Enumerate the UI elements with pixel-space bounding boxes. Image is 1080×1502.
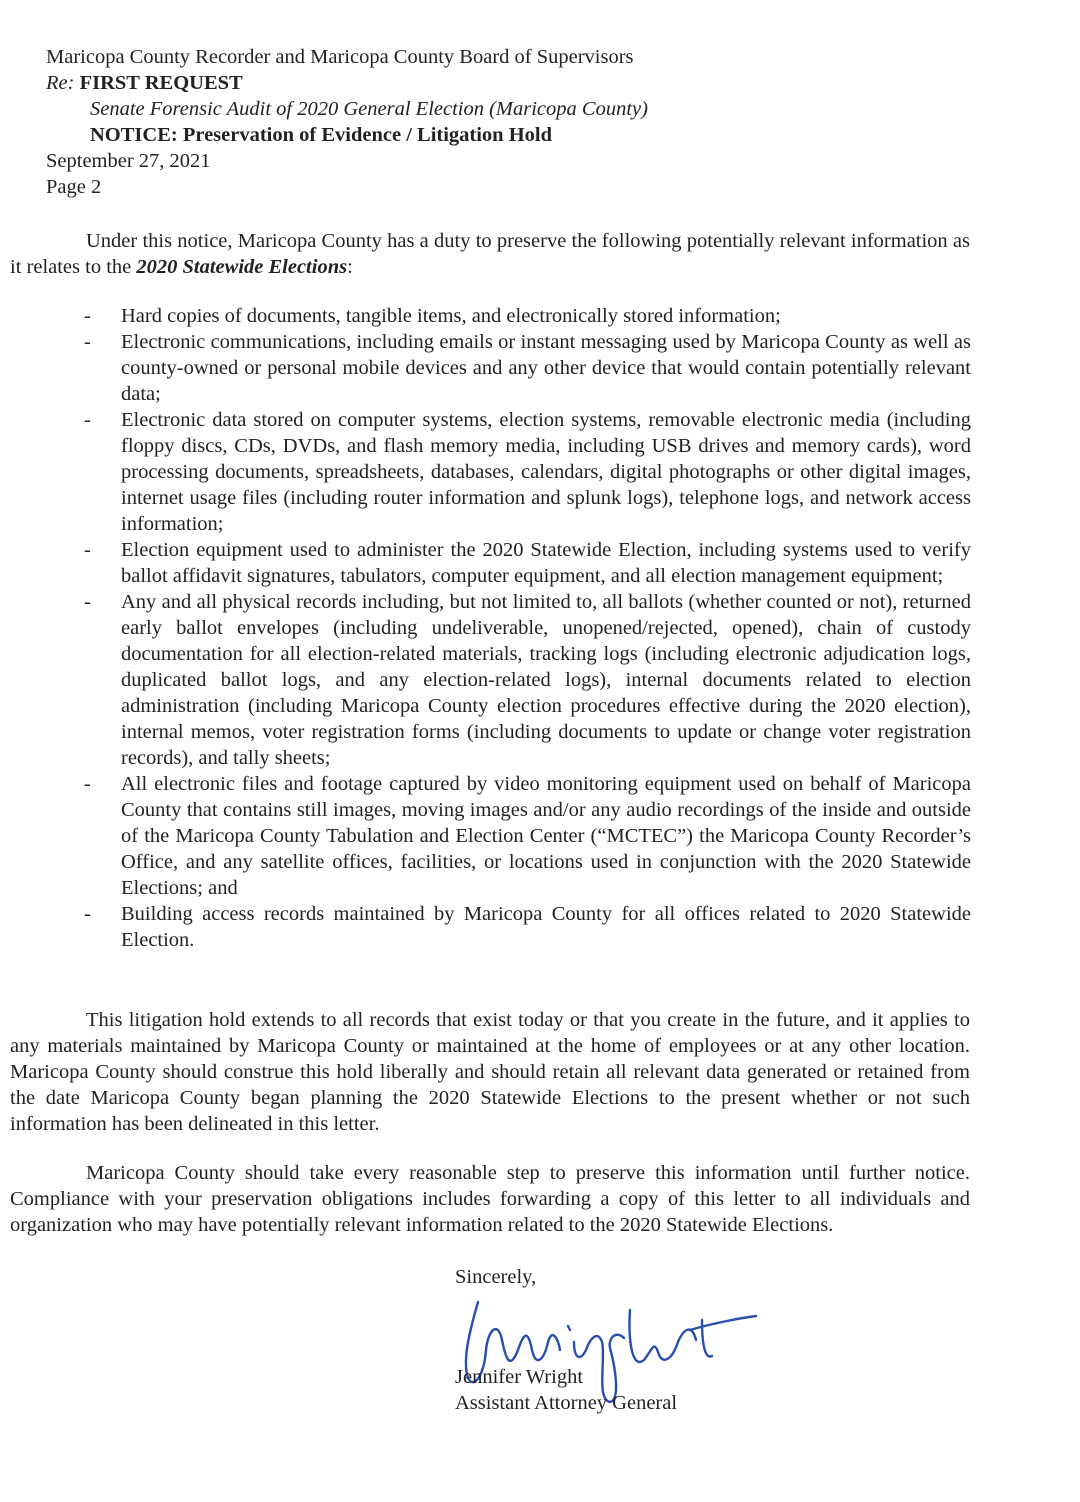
list-dash: -: [84, 539, 91, 561]
re-title: FIRST REQUEST: [79, 72, 243, 94]
intro-colon: :: [347, 256, 353, 278]
list-item: [0, 303, 971, 329]
list-dash: -: [84, 773, 91, 795]
list-dash: -: [84, 305, 91, 327]
list-item: [0, 537, 971, 589]
list-item-text: Any and all physical records including, but not limited to, all ballots (whether counted or not), returned early ballot envelopes (including undeliverable, unopened/rejected, opened), chain of custody documentation for all election-related materials, tracking logs (including electronic adjudication logs, duplicated ballot logs, and any election-related logs), internal documents related to election administration (including Maricopa County election procedures effective during the 2020 election), internal memos, voter registration forms (including documents to update or change voter registration records), and tally sheets;: [121, 591, 971, 769]
list-item-text: Electronic data stored on computer systems, election systems, removable electronic media (including floppy discs, CDs, DVDs, and flash memory media, including USB drives and memory cards), word processing documents, spreadsheets, databases, calendars, digital photographs or other digital images, internet usage files (including router information and splunk logs), telephone logs, and network access information;: [121, 409, 971, 535]
intro-paragraph: [10, 228, 970, 280]
notice-line: NOTICE: Preservation of Evidence / Litigation Hold: [90, 124, 553, 146]
letter-header: [46, 44, 648, 200]
salutation: Sincerely,: [455, 1266, 537, 1288]
letter-date: September 27, 2021: [46, 150, 211, 172]
list-item: [0, 901, 971, 953]
list-item-text: Election equipment used to administer the 2020 Statewide Election, including systems used to verify ballot affidavit signatures, tabulators, computer equipment, and all election management equipment;: [121, 539, 971, 587]
intro-emphasis: 2020 Statewide Elections: [136, 256, 348, 278]
list-dash: -: [84, 903, 91, 925]
re-line: [46, 70, 648, 96]
preservation-list: [0, 303, 1080, 953]
list-item-text: All electronic files and footage captured by video monitoring equipment used on behalf of Maricopa County that contains still images, moving images and/or any audio recordings of the inside and outside of the Maricopa County Tabulation and Election Center (“MCTEC”) the Maricopa County Recorder’s Office, and any satellite offices, facilities, or locations used in conjunction with the 2020 Statewide Elections; and: [121, 773, 971, 899]
list-item: [0, 329, 971, 407]
addressee-line: Maricopa County Recorder and Maricopa County Board of Supervisors: [46, 46, 634, 68]
list-item: [0, 407, 971, 537]
signer-title: Assistant Attorney General: [455, 1392, 678, 1414]
compliance-paragraph: Maricopa County should take every reasonable step to preserve this information until further notice. Compliance with your preservation obligations includes forwarding a copy of this letter to all individuals and organization who may have potentially relevant information related to the 2020 Statewide Elections.: [10, 1162, 970, 1236]
list-item: [0, 771, 971, 901]
list-item-text: Building access records maintained by Maricopa County for all offices related to 2020 Statewide Election.: [121, 903, 971, 951]
re-label: Re:: [46, 72, 75, 94]
list-dash: -: [84, 331, 91, 353]
list-dash: -: [84, 591, 91, 613]
signer-name: Jennifer Wright: [455, 1366, 584, 1388]
list-dash: -: [84, 409, 91, 431]
list-item: [0, 589, 971, 771]
list-item-text: Electronic communications, including emails or instant messaging used by Maricopa County as well as county-owned or personal mobile devices and any other device that would contain potentially relevant data;: [121, 331, 971, 405]
litigation-hold-paragraph: This litigation hold extends to all records that exist today or that you create in the future, and it applies to any materials maintained by Maricopa County or maintained at the home of employees or at any other location. Maricopa County should construe this hold liberally and should retain all relevant data generated or retained from the date Maricopa County began planning the 2020 Statewide Elections to the present whether or not such information has been delineated in this letter.: [10, 1009, 970, 1135]
subject-line: Senate Forensic Audit of 2020 General Election (Maricopa County): [90, 98, 648, 120]
intro-text: Under this notice, Maricopa County has a duty to preserve the following potentially relevant information as it relates to the: [10, 230, 970, 278]
list-item-text: Hard copies of documents, tangible items, and electronically stored information;: [121, 305, 781, 327]
page-number: Page 2: [46, 176, 102, 198]
